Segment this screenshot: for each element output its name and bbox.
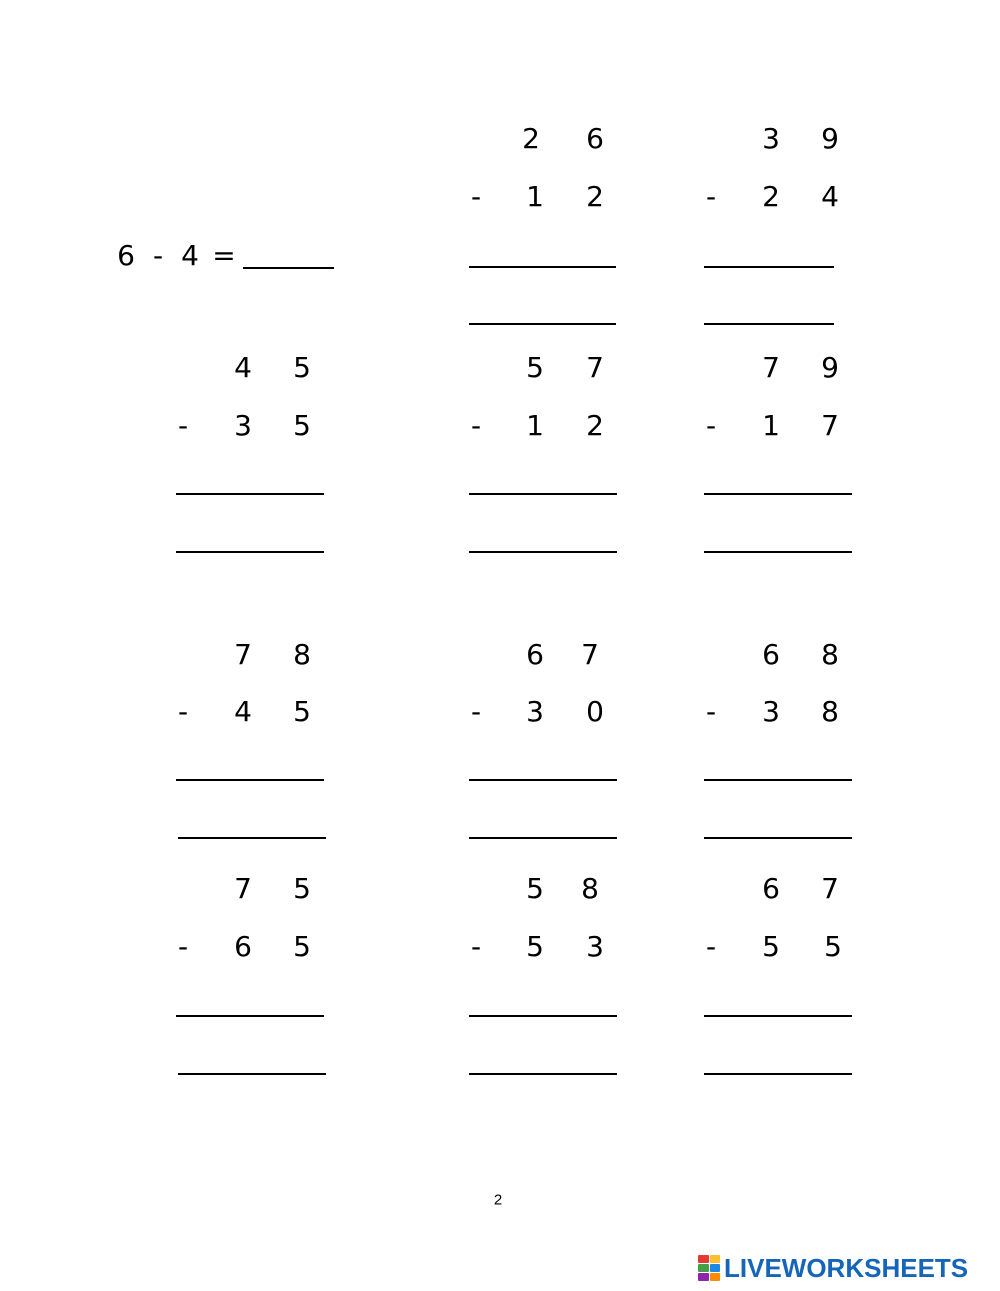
top-tens-digit: 6 bbox=[526, 638, 544, 671]
operand-b: 4 bbox=[181, 239, 199, 272]
top-tens-digit: 3 bbox=[762, 122, 780, 155]
top-tens-digit: 5 bbox=[526, 872, 544, 905]
bottom-ones-digit: 2 bbox=[586, 409, 604, 442]
answer-line[interactable] bbox=[176, 779, 324, 781]
answer-line[interactable] bbox=[469, 551, 617, 553]
answer-line[interactable] bbox=[704, 551, 852, 553]
mark-block bbox=[710, 1264, 721, 1272]
answer-line[interactable] bbox=[469, 266, 616, 268]
bottom-ones-digit: 5 bbox=[293, 409, 311, 442]
bottom-tens-digit: 2 bbox=[762, 180, 780, 213]
answer-line[interactable] bbox=[469, 323, 616, 325]
bottom-ones-digit: 0 bbox=[586, 695, 604, 728]
page-number: 2 bbox=[493, 1191, 503, 1209]
minus-sign: - bbox=[177, 930, 189, 963]
minus-sign: - bbox=[470, 409, 482, 442]
answer-line[interactable] bbox=[176, 1015, 324, 1017]
answer-line[interactable] bbox=[704, 266, 834, 268]
answer-line[interactable] bbox=[176, 493, 324, 495]
bottom-tens-digit: 3 bbox=[762, 695, 780, 728]
top-tens-digit: 4 bbox=[234, 351, 252, 384]
minus-sign: - bbox=[470, 695, 482, 728]
minus-sign: - bbox=[177, 695, 189, 728]
answer-line[interactable] bbox=[704, 323, 834, 325]
minus-sign: - bbox=[705, 930, 717, 963]
mark-block bbox=[710, 1273, 721, 1281]
minus-sign: - bbox=[705, 180, 717, 213]
top-tens-digit: 7 bbox=[762, 351, 780, 384]
answer-line[interactable] bbox=[704, 779, 852, 781]
bottom-tens-digit: 5 bbox=[762, 930, 780, 963]
minus-sign: - bbox=[152, 239, 164, 272]
answer-blank[interactable] bbox=[243, 267, 334, 269]
bottom-ones-digit: 7 bbox=[821, 409, 839, 442]
top-ones-digit: 7 bbox=[581, 638, 599, 671]
bottom-tens-digit: 3 bbox=[526, 695, 544, 728]
mark-block bbox=[710, 1255, 721, 1263]
bottom-tens-digit: 6 bbox=[234, 930, 252, 963]
top-ones-digit: 6 bbox=[586, 122, 604, 155]
liveworksheets-logo[interactable] bbox=[698, 1252, 994, 1284]
bottom-ones-digit: 5 bbox=[824, 930, 842, 963]
minus-sign: - bbox=[705, 409, 717, 442]
top-ones-digit: 8 bbox=[821, 638, 839, 671]
answer-line[interactable] bbox=[704, 837, 852, 839]
top-ones-digit: 7 bbox=[586, 351, 604, 384]
bottom-tens-digit: 1 bbox=[526, 180, 544, 213]
mark-block bbox=[698, 1255, 709, 1263]
answer-line[interactable] bbox=[178, 837, 326, 839]
bottom-ones-digit: 3 bbox=[586, 930, 604, 963]
answer-line[interactable] bbox=[704, 493, 852, 495]
answer-line[interactable] bbox=[469, 1015, 617, 1017]
bottom-tens-digit: 4 bbox=[234, 695, 252, 728]
bottom-ones-digit: 5 bbox=[293, 695, 311, 728]
minus-sign: - bbox=[177, 409, 189, 442]
minus-sign: - bbox=[705, 695, 717, 728]
top-ones-digit: 5 bbox=[293, 351, 311, 384]
equals-sign: = bbox=[212, 239, 236, 272]
answer-line[interactable] bbox=[176, 551, 324, 553]
top-ones-digit: 8 bbox=[293, 638, 311, 671]
top-tens-digit: 6 bbox=[762, 872, 780, 905]
top-tens-digit: 6 bbox=[762, 638, 780, 671]
top-ones-digit: 5 bbox=[293, 872, 311, 905]
bottom-tens-digit: 5 bbox=[526, 930, 544, 963]
bottom-tens-digit: 3 bbox=[234, 409, 252, 442]
bottom-ones-digit: 8 bbox=[821, 695, 839, 728]
answer-line[interactable] bbox=[469, 837, 617, 839]
answer-line[interactable] bbox=[469, 779, 617, 781]
answer-line[interactable] bbox=[178, 1073, 326, 1075]
top-ones-digit: 7 bbox=[821, 872, 839, 905]
top-tens-digit: 5 bbox=[526, 351, 544, 384]
mark-block bbox=[698, 1264, 709, 1272]
bottom-tens-digit: 1 bbox=[762, 409, 780, 442]
brand-wordmark: LIVEWORKSHEETS bbox=[724, 1253, 969, 1283]
answer-line[interactable] bbox=[704, 1073, 852, 1075]
top-tens-digit: 7 bbox=[234, 638, 252, 671]
top-tens-digit: 2 bbox=[522, 122, 540, 155]
mark-block bbox=[698, 1273, 709, 1281]
bottom-ones-digit: 4 bbox=[821, 180, 839, 213]
answer-line[interactable] bbox=[469, 493, 617, 495]
bottom-ones-digit: 2 bbox=[586, 180, 604, 213]
top-tens-digit: 7 bbox=[234, 872, 252, 905]
bottom-tens-digit: 1 bbox=[526, 409, 544, 442]
minus-sign: - bbox=[470, 180, 482, 213]
operand-a: 6 bbox=[117, 239, 135, 272]
bottom-ones-digit: 5 bbox=[293, 930, 311, 963]
answer-line[interactable] bbox=[469, 1073, 617, 1075]
top-ones-digit: 8 bbox=[581, 872, 599, 905]
minus-sign: - bbox=[470, 930, 482, 963]
liveworksheets-mark-icon bbox=[698, 1255, 720, 1281]
top-ones-digit: 9 bbox=[821, 122, 839, 155]
answer-line[interactable] bbox=[704, 1015, 852, 1017]
top-ones-digit: 9 bbox=[821, 351, 839, 384]
